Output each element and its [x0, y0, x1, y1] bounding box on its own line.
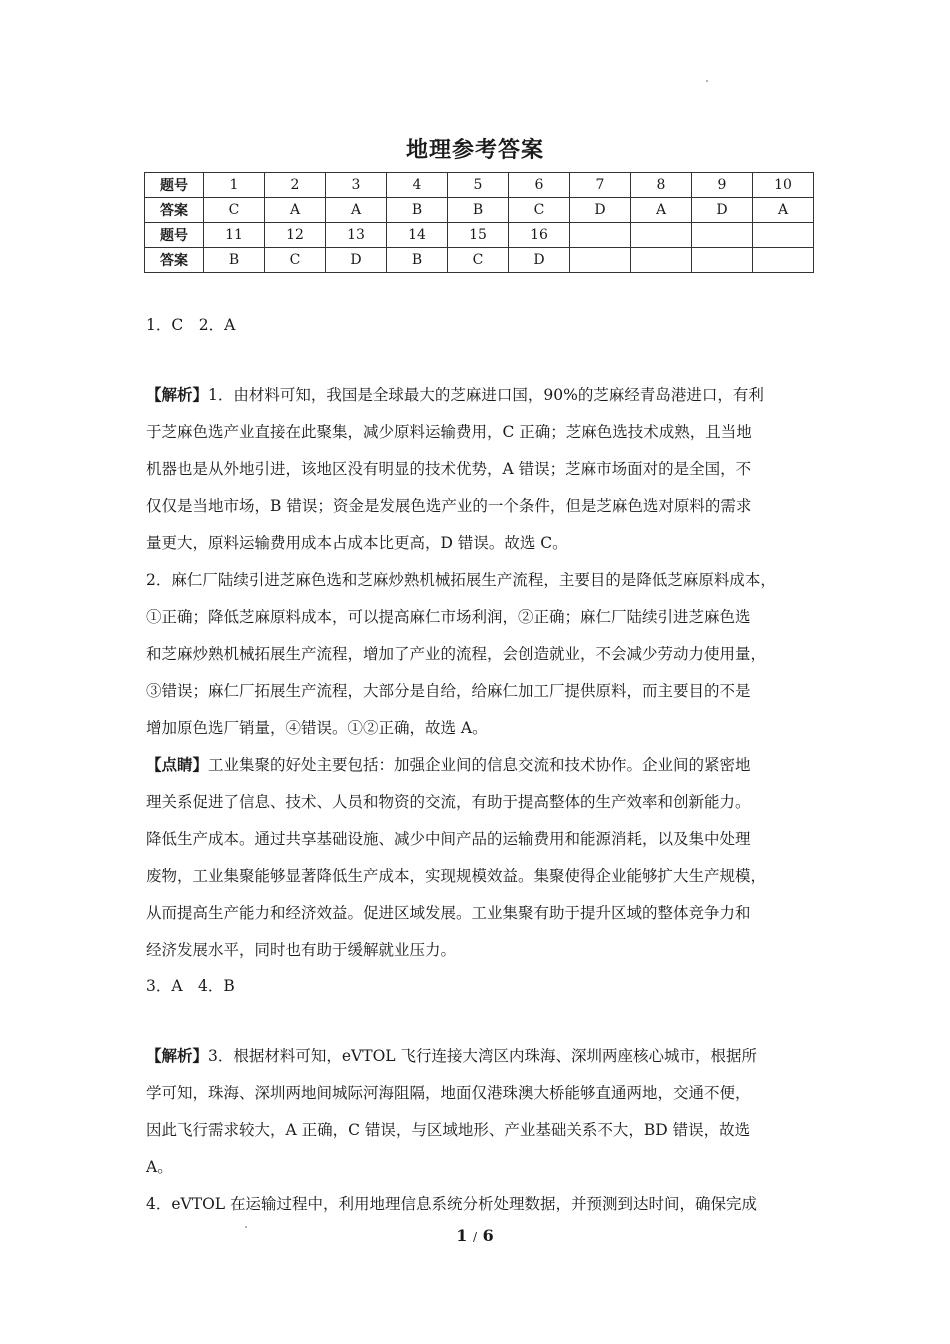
- table-cell: A: [265, 198, 326, 223]
- table-cell: 10: [753, 173, 814, 198]
- table-cell: C: [448, 248, 509, 273]
- table-cell: D: [326, 248, 387, 273]
- table-cell: [692, 223, 753, 248]
- table-cell: [753, 223, 814, 248]
- table-cell: D: [570, 198, 631, 223]
- text-line: 从而提高生产能力和经济效益。促进区域发展。工业集聚有助于提升区域的整体竞争力和: [146, 904, 751, 922]
- table-cell: B: [387, 248, 448, 273]
- header-dot: [706, 80, 708, 82]
- table-cell: 5: [448, 173, 509, 198]
- table-row: [145, 173, 814, 198]
- text-line: ①正确；降低芝麻原料成本，可以提高麻仁市场利润，②正确；麻仁厂陆续引进芝麻色选: [146, 608, 751, 626]
- table-cell: D: [509, 248, 570, 273]
- text-line: 机器也是从外地引进，该地区没有明显的技术优势，A 错误；芝麻市场面对的是全国，不: [146, 460, 752, 478]
- analysis-line: 【解析】1．由材料可知，我国是全球最大的芝麻进口国，90%的芝麻经青岛港进口，有利: [146, 385, 764, 404]
- table-cell: B: [387, 198, 448, 223]
- table-cell: 6: [509, 173, 570, 198]
- table-cell: C: [204, 198, 265, 223]
- text-line: 因此飞行需求较大，A 正确，C 错误，与区域地形、产业基础关系不大，BD 错误，故选: [146, 1121, 751, 1139]
- table-cell: 13: [326, 223, 387, 248]
- table-cell: 15: [448, 223, 509, 248]
- text-line: 学可知，珠海、深圳两地间城际河海阻隔，地面仅港珠澳大桥能够直通两地，交通不便，: [146, 1084, 751, 1102]
- table-row: [145, 223, 814, 248]
- text-line: 仅仅是当地市场，B 错误；资金是发展色选产业的一个条件，但是芝麻色选对原料的需求: [146, 497, 752, 515]
- text-line: A。: [146, 1158, 173, 1176]
- table-cell: [631, 223, 692, 248]
- text-line: ③错误；麻仁厂拓展生产流程，大部分是自给，给麻仁加工厂提供原料，而主要目的不是: [146, 682, 751, 700]
- table-row: [145, 248, 814, 273]
- table-cell: 14: [387, 223, 448, 248]
- text-line: 经济发展水平，同时也有助于缓解就业压力。: [146, 941, 457, 959]
- table-cell: A: [753, 198, 814, 223]
- table-cell: 7: [570, 173, 631, 198]
- analysis-tag: 【解析】: [146, 1046, 209, 1065]
- text-line: 理关系促进了信息、技术、人员和物资的交流，有助于提高整体的生产效率和创新能力。: [146, 793, 751, 811]
- text-line: 和芝麻炒熟机械拓展生产流程，增加了产业的流程，会创造就业，不会减少劳动力使用量，: [146, 645, 767, 663]
- table-cell: 11: [204, 223, 265, 248]
- table-cell: [631, 248, 692, 273]
- table-cell: 1: [204, 173, 265, 198]
- table-cell: C: [265, 248, 326, 273]
- text-line: 降低生产成本。通过共享基础设施、减少中间产品的运输费用和能源消耗，以及集中处理: [146, 830, 751, 848]
- table-cell: 8: [631, 173, 692, 198]
- page-number: 1 / 6: [456, 1226, 494, 1245]
- table-cell: A: [631, 198, 692, 223]
- table-cell: [753, 248, 814, 273]
- text-line: 于芝麻色选产业直接在此聚集，减少原料运输费用，C 正确；芝麻色选技术成熟，且当地: [146, 423, 752, 441]
- table-cell: 4: [387, 173, 448, 198]
- table-cell: 12: [265, 223, 326, 248]
- table-cell: [570, 223, 631, 248]
- text-line: 量更大，原料运输费用成本占成本比更高，D 错误。故选 C。: [146, 534, 568, 552]
- analysis-tag: 【解析】: [146, 385, 209, 404]
- analysis-line: 【解析】3．根据材料可知，eVTOL 飞行连接大湾区内珠海、深圳两座核心城市，根据所: [146, 1046, 758, 1065]
- table-cell: B: [204, 248, 265, 273]
- table-cell: B: [448, 198, 509, 223]
- text-line: 4．eVTOL 在运输过程中，利用地理信息系统分析处理数据，并预测到达时间，确保完成: [146, 1195, 757, 1213]
- text-line: 2．麻仁厂陆续引进芝麻色选和芝麻炒熟机械拓展生产流程，主要目的是降低芝麻原料成本，: [146, 571, 776, 589]
- row-header: 题号: [145, 223, 204, 248]
- row-header: 题号: [145, 173, 204, 198]
- key-point-line: 【点睛】工业集聚的好处主要包括：加强企业间的信息交流和技术协作。企业间的紧密地: [146, 755, 751, 774]
- text-line: 增加原色选厂销量，④错误。①②正确，故选 A。: [146, 719, 488, 737]
- row-header: 答案: [145, 198, 204, 223]
- table-cell: 9: [692, 173, 753, 198]
- text-line: 废物，工业集聚能够显著降低生产成本，实现规模效益。集聚使得企业能够扩大生产规模，: [146, 867, 767, 885]
- key-point-tag: 【点睛】: [146, 755, 209, 774]
- table-row: [145, 198, 814, 223]
- answer-line: 1．C 2．A: [146, 316, 236, 334]
- table-cell: [692, 248, 753, 273]
- answer-line: 3．A 4．B: [146, 977, 235, 995]
- row-header: 答案: [145, 248, 204, 273]
- table-cell: 3: [326, 173, 387, 198]
- table-cell: 16: [509, 223, 570, 248]
- table-cell: C: [509, 198, 570, 223]
- table-cell: A: [326, 198, 387, 223]
- table-cell: [570, 248, 631, 273]
- table-cell: D: [692, 198, 753, 223]
- answer-table: [144, 172, 814, 273]
- table-cell: 2: [265, 173, 326, 198]
- page-title: 地理参考答案: [405, 138, 544, 163]
